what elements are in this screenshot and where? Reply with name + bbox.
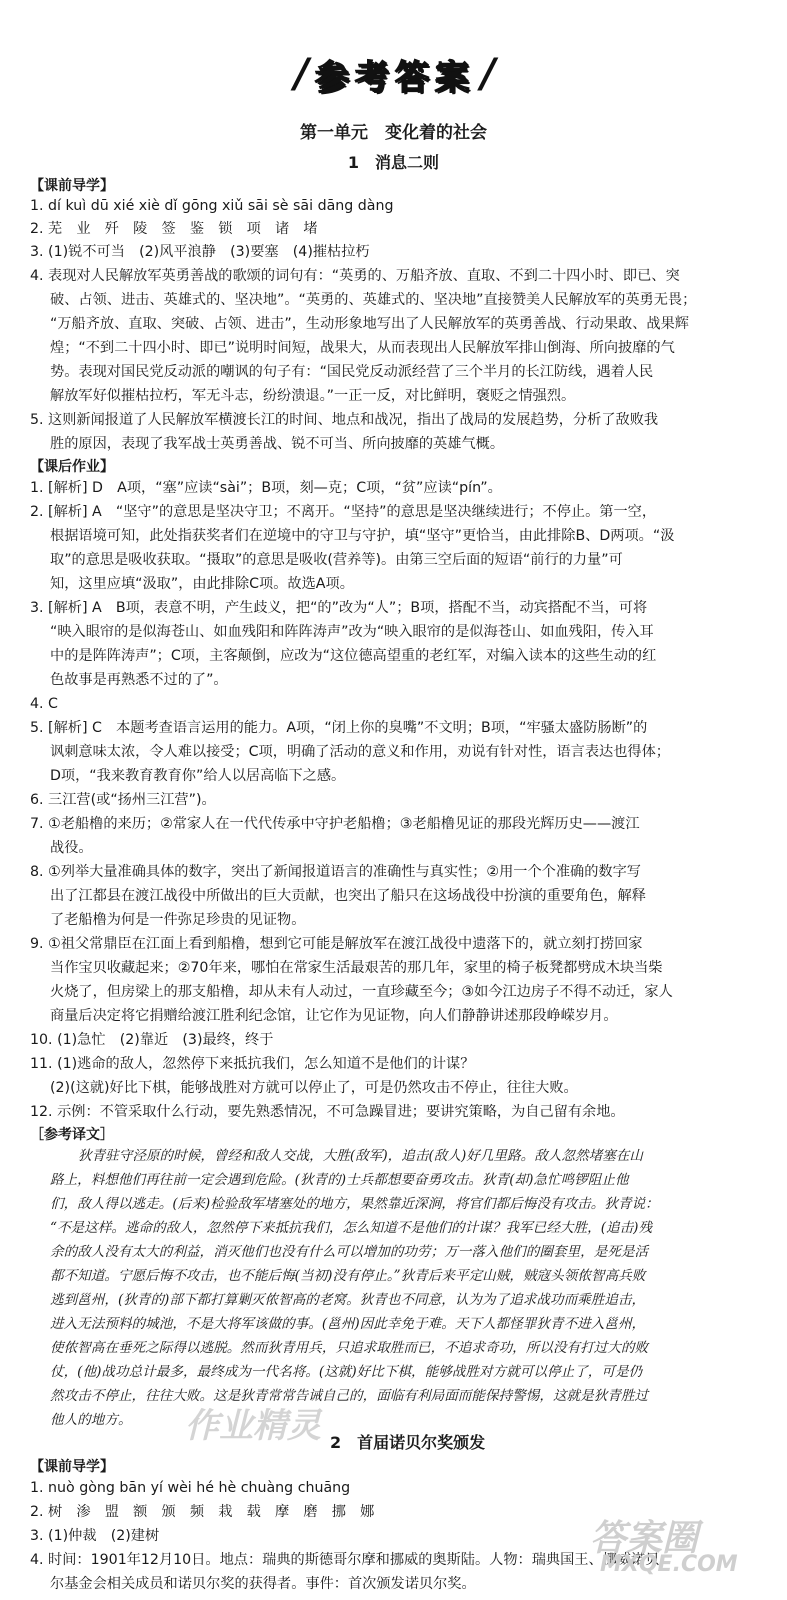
translation-line: 都不知道。宁愿后悔不攻击，也不能后悔(当初)没有停止。”狄青后来平定山贼，贼寇头领侬智高兵败 <box>50 1268 646 1284</box>
answer-banner <box>280 52 510 96</box>
answer-line: 出了江都县在渡江战役中所做出的巨大贡献，也突出了船只在这场战役中扮演的重要角色，解释 <box>50 888 646 904</box>
answer-line: 5. 这则新闻报道了人民解放军横渡长江的时间、地点和战况，指出了战局的发展趋势，分析了敌败我 <box>30 412 659 428</box>
answer-line: 火烧了，但房梁上的那支船橹，却从未有人动过，一直珍藏至今；③如今江边房子不得不动迁，家人 <box>50 984 673 1000</box>
section-pre-lesson-1: 【课前导学】 <box>30 178 114 194</box>
translation-line: 使侬智高在垂死之际得以逃脱。然而狄青用兵，只追求取胜而已，不追求奇功，所以没有打过大的败 <box>50 1340 649 1356</box>
watermark-logo: 答案圈 <box>590 1518 699 1559</box>
lesson1-title: 1 消息二则 <box>347 153 440 172</box>
answer-line: 10. (1)急忙 (2)靠近 (3)最终，终于 <box>30 1032 274 1048</box>
translation-line: 们，敌人得以逃走。(后来)检验敌军堵塞处的地方，果然靠近深涧，将官们都后悔没有攻击。狄青说： <box>50 1196 659 1212</box>
answer-line: 中的是阵阵涛声”；C项，主客颠倒，应改为“这位德高望重的老红军，对编入读本的这些生动的红 <box>50 648 657 664</box>
answer-line: 讽刺意味太浓，令人难以接受；C项，明确了活动的意义和作用，劝说有针对性，语言表达也得体； <box>50 744 670 760</box>
section-translation: ［参考译文］ <box>30 1127 114 1143</box>
answer-line: 8. ①列举大量准确具体的数字，突出了新闻报道语言的准确性与真实性；②用一个个准确的数字写 <box>30 864 641 880</box>
answer-line: 9. ①祖父常鼎臣在江面上看到船橹，想到它可能是解放军在渡江战役中遗落下的，就立刻打捞回家 <box>30 936 643 952</box>
translation-line: 然攻击不停止，往往大败。这是狄青常常告诫自己的，面临有利局面而能保持警惕，这就是狄青胜过 <box>50 1388 649 1404</box>
answer-line: “万船齐放、直取、突破、占领、进击”，生动形象地写出了人民解放军的英勇善战、行动果敢、战果辉 <box>50 316 689 332</box>
answer-line: 3. [解析] A B项，表意不明，产生歧义，把“的”改为“人”；B项，搭配不当，动宾搭配不当，可将 <box>30 600 648 616</box>
banner-slash-left: / <box>294 51 309 97</box>
answer-line: 了老船橹为何是一件弥足珍贵的见证物。 <box>50 912 306 928</box>
section-homework-1: 【课后作业】 <box>30 459 114 475</box>
answer-line: 色故事是再熟悉不过的了”。 <box>50 672 228 688</box>
translation-line: “不是这样。逃命的敌人，忽然停下来抵抗我们，怎么知道不是他们的计谋？我军已经大胜，(追击)残 <box>50 1220 653 1236</box>
banner-slash-right: / <box>481 51 496 97</box>
answer-line: 当作宝贝收藏起来；②70年来，哪怕在常家生活最艰苦的那几年，家里的椅子板凳都劈成木块当柴 <box>50 960 663 976</box>
answer-line: 12. 示例：不管采取什么行动，要先熟悉情况，不可急躁冒进；要讲究策略，为自己留有余地。 <box>30 1104 625 1120</box>
answer-line: “映入眼帘的是似海苍山、如血残阳和阵阵涛声”改为“映入眼帘的是似海苍山、如血残阳，传入耳 <box>50 624 654 640</box>
answer-line: 2. [解析] A “坚守”的意思是坚决守卫；不离开。“坚持”的意思是坚决继续进行；不停止。第一空， <box>30 504 657 520</box>
answer-line: 2. 芜 业 歼 陵 签 鉴 锁 项 诸 堵 <box>30 221 318 237</box>
answer-line: 3. (1)锐不可当 (2)风平浪静 (3)要塞 (4)摧枯拉朽 <box>30 244 370 260</box>
answer-line: 胜的原因，表现了我军战士英勇善战、锐不可当、所向披靡的英雄气概。 <box>50 436 505 452</box>
answer-line: 根据语境可知，此处指获奖者们在逆境中的守卫与守护，填“坚守”更恰当，由此排除B、D两项。“汲 <box>50 528 675 544</box>
answer-line: 1. nuò gòng bān yí wèi hé hè chuàng chuāng <box>30 1480 351 1496</box>
answer-line: 5. [解析] C 本题考查语言运用的能力。A项，“闭上你的臭嘴”不文明；B项，“牢骚太盛防肠断”的 <box>30 720 648 736</box>
answer-line: 3. (1)仲裁 (2)建树 <box>30 1528 160 1544</box>
answer-line: 尔基金会相关成员和诺贝尔奖的获得者。事件：首次颁发诺贝尔奖。 <box>50 1576 476 1592</box>
answer-line: 2. 树 渗 盟 额 颁 频 栽 载 摩 磨 挪 娜 <box>30 1504 375 1520</box>
translation-line: 他人的地方。 <box>50 1412 132 1428</box>
answer-line: 6. 三江营(或“扬州三江营”)。 <box>30 792 216 808</box>
translation-line: 逃到邕州，(狄青的)部下都打算剿灭侬智高的老窝。狄青也不同意，认为为了追求战功而乘胜追击， <box>50 1292 646 1308</box>
answer-line: 4. 时间：1901年12月10日。地点：瑞典的斯德哥尔摩和挪威的奥斯陆。人物：瑞典国王、挪威诺贝 <box>30 1552 660 1568</box>
answer-line: 4. 表现对人民解放军英勇善战的歌颂的词句有：“英勇的、万船齐放、直取、不到二十四小时、即已、突 <box>30 268 680 284</box>
answer-line: 1. dí kuì dū xié xiè dǐ gōng xiǔ sāi sè sāi dāng dàng <box>30 198 394 214</box>
answer-line: 知，这里应填“汲取”，由此排除C项。故选A项。 <box>50 576 354 592</box>
translation-line: 路上，料想他们再往前一定会遇到危险。(狄青的)士兵都想要奋勇攻击。狄青(却)急忙鸣锣阻止他 <box>50 1172 629 1188</box>
lesson2-title: 2 首届诺贝尔奖颁发 <box>330 1433 486 1452</box>
section-pre-lesson-2: 【课前导学】 <box>30 1459 114 1475</box>
watermark-domain: MXQE.COM <box>600 1552 738 1577</box>
answer-line: 势。表现对国民党反动派的嘲讽的句子有：“国民党反动派经营了三个半月的长江防线，遇着人民 <box>50 364 654 380</box>
watermark-center: 作业精灵 <box>185 1406 321 1446</box>
answer-line: 4. C <box>30 696 58 712</box>
answer-line: 煌；“不到二十四小时、即已”说明时间短，战果大，从而表现出人民解放军排山倒海、所向披靡的气 <box>50 340 675 356</box>
translation-line: 余的敌人没有太大的利益，消灭他们也没有什么可以增加的功劳；万一落入他们的圈套里，是死是活 <box>50 1244 649 1260</box>
banner-title: 参考答案 <box>315 57 475 98</box>
translation-line: 仗，(他)战功总计最多，最终成为一代名将。(这就)好比下棋，能够战胜对方就可以停止了，可是仍 <box>50 1364 643 1380</box>
answer-line: 1. [解析] D A项，“塞”应读“sài”；B项，刻—克；C项，“贫”应读“pín”。 <box>30 480 502 496</box>
answer-line: 7. ①老船橹的来历；②常家人在一代代传承中守护老船橹；③老船橹见证的那段光辉历史——渡江 <box>30 816 640 832</box>
answer-line: (2)(这就)好比下棋，能够战胜对方就可以停止了，可是仍然攻击不停止，往往大败。 <box>50 1080 578 1096</box>
translation-line: 狄青驻守泾原的时候，曾经和敌人交战，大胜(敌军)，追击(敌人)好几里路。敌人忽然堵塞在山 <box>78 1148 643 1164</box>
answer-line: 商量后决定将它捐赠给渡江胜利纪念馆，让它作为见证物，向人们静静讲述那段峥嵘岁月。 <box>50 1008 618 1024</box>
answer-line: 解放军好似摧枯拉朽，军无斗志，纷纷溃退。”一正一反，对比鲜明，褒贬之情强烈。 <box>50 388 576 404</box>
answer-line: 取”的意思是吸收获取。“摄取”的意思是吸收(营养等)。由第三空后面的短语“前行的力量”可 <box>50 552 623 568</box>
translation-line: 进入无法预料的城池，不是大将军该做的事。(邕州)因此幸免于难。天下人都怪罪狄青不进入邕州， <box>50 1316 646 1332</box>
answer-line: 破、占领、进击、英雄式的、坚决地”。“英勇的、英雄式的、坚决地”直接赞美人民解放军的英勇无畏； <box>50 292 697 308</box>
answer-line: 战役。 <box>50 840 93 856</box>
answer-line: 11. (1)逃命的敌人，忽然停下来抵抗我们，怎么知道不是他们的计谋？ <box>30 1056 475 1072</box>
answer-line: D项，“我来教育教育你”给人以居高临下之感。 <box>50 768 346 784</box>
unit-title: 第一单元 变化着的社会 <box>300 123 487 143</box>
